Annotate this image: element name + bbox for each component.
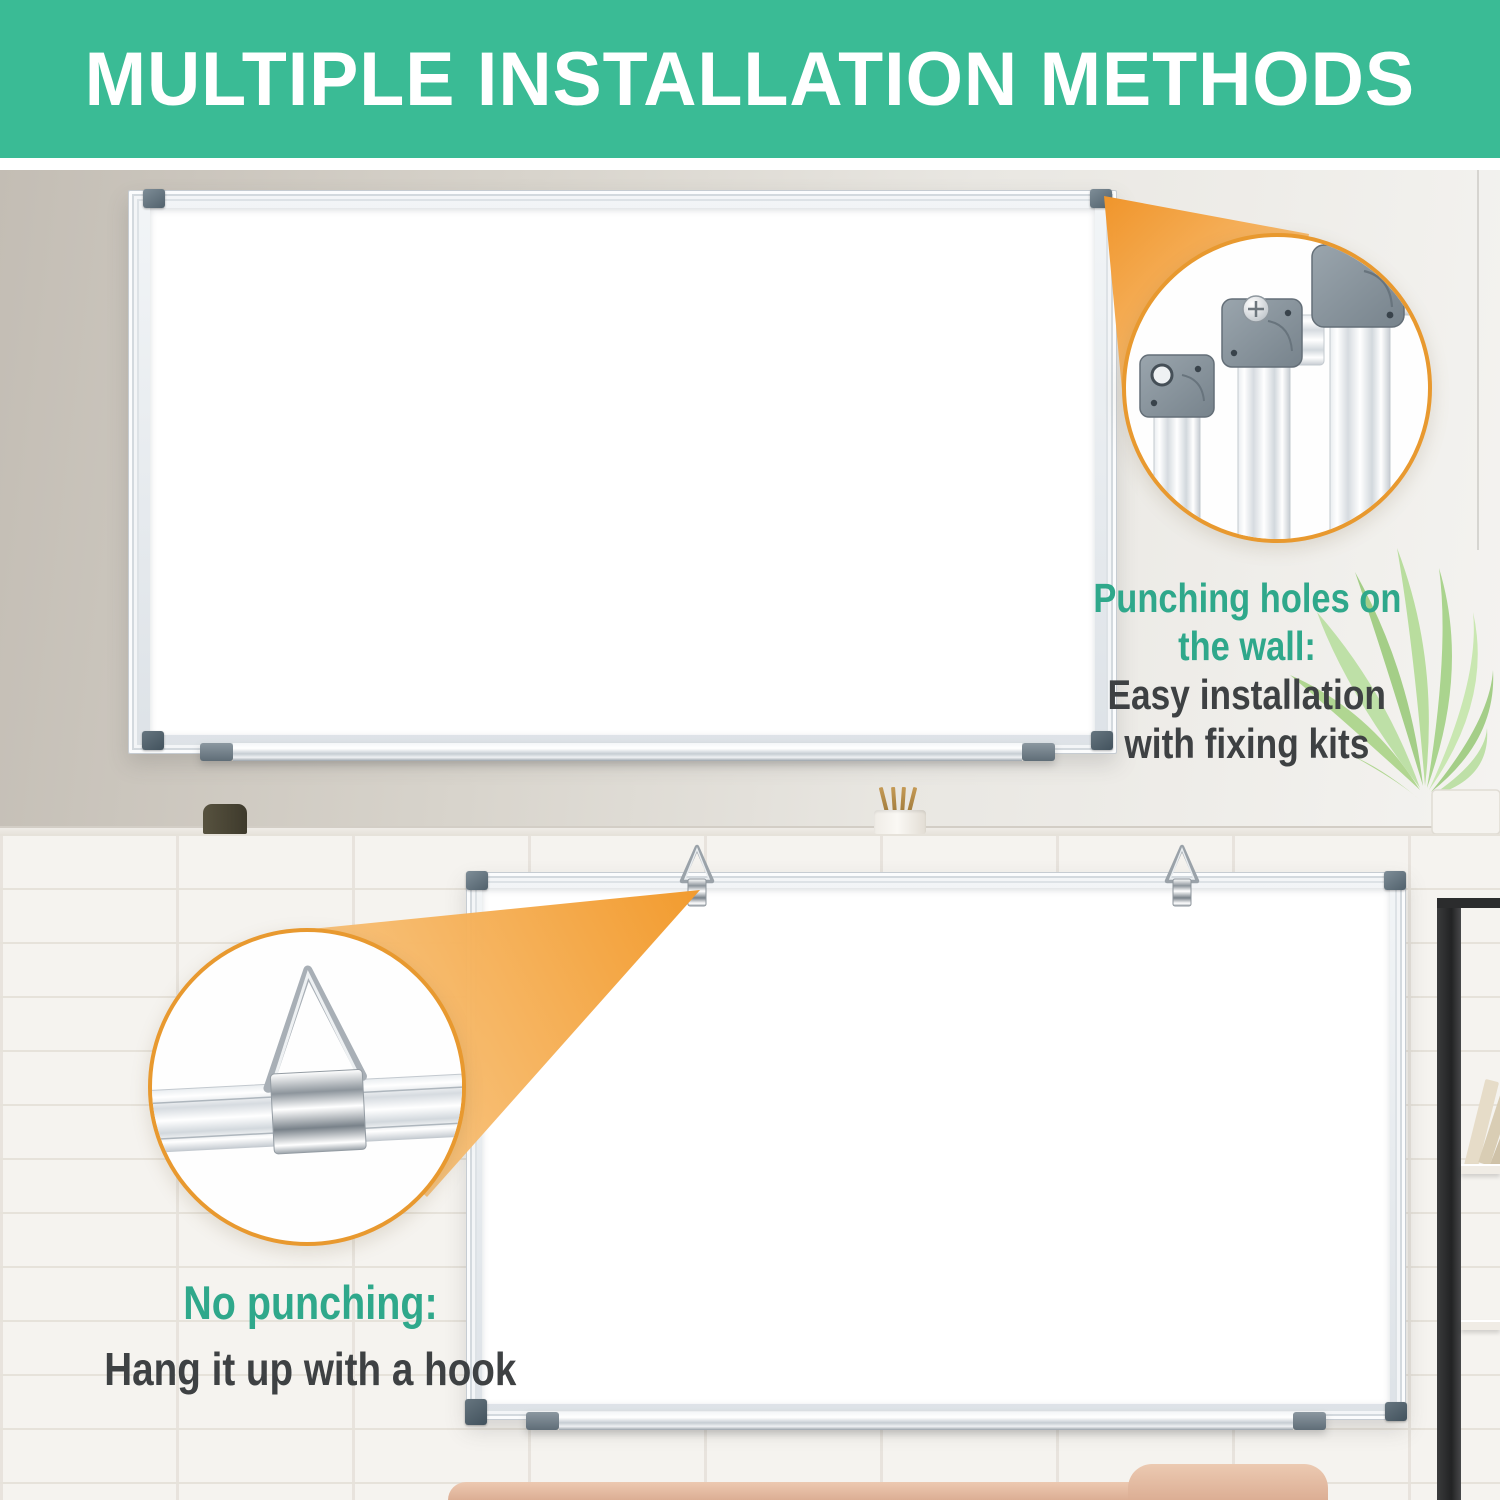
tray-bar	[233, 743, 1022, 761]
callout-body-line: Hang it up with a hook	[103, 1343, 517, 1395]
frame-corner-cap	[143, 189, 165, 208]
frame-corner-cap	[1090, 189, 1112, 208]
banner	[0, 0, 1500, 158]
pen-cup-body	[874, 810, 926, 834]
triangle-hook-icon	[673, 843, 721, 909]
callout-body-line: with fixing kits	[1124, 720, 1370, 767]
plant-pot	[1432, 790, 1500, 834]
marker-tray	[526, 1412, 1326, 1430]
frame-corner-cap	[465, 1399, 487, 1425]
shelf-board	[1461, 1320, 1500, 1330]
callout-punching	[1022, 574, 1472, 768]
callout-heading-line: the wall:	[1178, 623, 1316, 669]
wall-corner-line	[1477, 170, 1479, 550]
triangle-hook-icon	[1158, 843, 1206, 909]
frame-corner-cap	[142, 731, 164, 750]
hook-detail-magnifier	[148, 928, 466, 1246]
tray-end-cap	[200, 743, 233, 761]
frame-corner-cap	[466, 871, 488, 890]
whiteboard-surface	[482, 888, 1390, 1404]
callout-heading-line: No punching:	[182, 1276, 438, 1329]
sofa-backrest	[1128, 1464, 1328, 1500]
desk-bottle	[203, 804, 247, 834]
whiteboard-surface	[150, 208, 1095, 735]
corner-bracket-plain-icon	[1312, 245, 1432, 543]
corner-bracket-hole-icon	[1140, 355, 1214, 543]
callout-heading-line: Punching holes on	[1092, 575, 1402, 621]
callout-body-line: Easy installation	[1107, 671, 1387, 718]
corner-detail-magnifier	[1122, 233, 1432, 543]
pen-cup	[868, 790, 932, 834]
whiteboard-hanging	[466, 872, 1406, 1420]
scene-hook-hang	[0, 834, 1500, 1500]
tray-end-cap	[1293, 1412, 1326, 1430]
shelf-frame-top-bar	[1437, 898, 1500, 908]
tray-bar	[559, 1412, 1293, 1430]
shelf-frame-bar	[1437, 898, 1461, 1500]
frame-corner-cap	[1385, 1402, 1407, 1421]
scene-wall-mount	[0, 170, 1500, 834]
banner-title: MULTIPLE INSTALLATION METHODS	[84, 36, 1416, 122]
frame-corner-cap	[1384, 871, 1406, 890]
hook-on-rail-illustration	[152, 932, 466, 1246]
callout-no-punching	[20, 1276, 600, 1396]
whiteboard-wall-mounted	[128, 190, 1117, 754]
hook-clip	[270, 1069, 366, 1154]
tray-end-cap	[526, 1412, 559, 1430]
corner-brackets-illustration	[1126, 237, 1432, 543]
corner-bracket-screw-icon	[1222, 296, 1324, 543]
marker-tray	[200, 743, 1055, 761]
shelf-board	[1461, 1164, 1500, 1174]
